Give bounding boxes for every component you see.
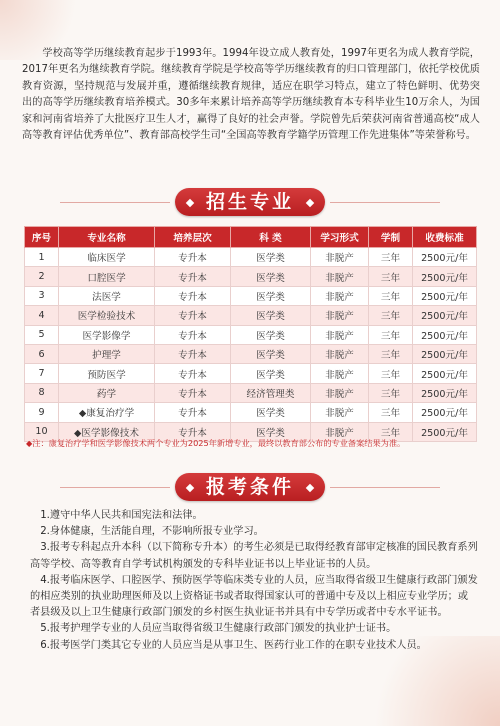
table-cell: 专升本 xyxy=(155,344,231,363)
table-cell: 三年 xyxy=(369,403,413,422)
table-cell: 2500元/年 xyxy=(413,383,477,402)
table-cell: 2500元/年 xyxy=(413,306,477,325)
table-cell: 2500元/年 xyxy=(413,344,477,363)
table-cell: 医学类 xyxy=(231,248,311,267)
table-cell: 专升本 xyxy=(155,267,231,286)
table-cell: 三年 xyxy=(369,306,413,325)
table-row xyxy=(25,248,477,267)
divider-right-2 xyxy=(330,487,440,488)
conditions-section-title: 报考条件 xyxy=(175,473,325,501)
table-cell: 口腔医学 xyxy=(59,267,155,286)
table-cell: 医学类 xyxy=(231,267,311,286)
table-cell: 非脱产 xyxy=(311,267,369,286)
table-row xyxy=(25,383,477,402)
table-cell: 三年 xyxy=(369,344,413,363)
table-cell: 三年 xyxy=(369,383,413,402)
table-cell: 3 xyxy=(25,286,59,305)
table-cell: ◆医学影像技术 xyxy=(59,422,155,441)
table-cell: 2500元/年 xyxy=(413,286,477,305)
divider-right xyxy=(330,202,440,203)
table-cell: 2 xyxy=(25,267,59,286)
table-row xyxy=(25,344,477,363)
condition-item: 2.身体健康，生活能自理，不影响所报专业学习。 xyxy=(40,526,264,538)
table-cell: 6 xyxy=(25,344,59,363)
condition-item: 5.报考护理学专业的人员应当取得省级卫生健康行政部门颁发的执业护士证书。 xyxy=(40,623,397,635)
header-study-mode: 学习形式 xyxy=(311,227,369,248)
table-cell: 非脱产 xyxy=(311,325,369,344)
table-cell: 非脱产 xyxy=(311,422,369,441)
majors-note: ◆注：康复治疗学和医学影像技术两个专业为2025年新增专业，最终以教育部公布的专业备案结果为准。 xyxy=(26,438,406,448)
table-cell: 8 xyxy=(25,383,59,402)
table-cell: 医学检验技术 xyxy=(59,306,155,325)
condition-item: 1.遵守中华人民共和国宪法和法律。 xyxy=(40,510,203,521)
table-cell: 2500元/年 xyxy=(413,248,477,267)
table-cell: 2500元/年 xyxy=(413,267,477,286)
table-row xyxy=(25,286,477,305)
table-cell: 2500元/年 xyxy=(413,325,477,344)
table-row xyxy=(25,364,477,383)
header-fee: 收费标准 xyxy=(413,227,477,248)
table-cell: 10 xyxy=(25,422,59,441)
condition-item: 3.报考专科起点升本科（以下简称专升本）的考生必须是已取得经教育部审定核准的国民教育系列高等学校、高等教育自学考试机构颁发的专科毕业证书以上毕业证书的人员。 xyxy=(30,542,478,570)
table-cell: 法医学 xyxy=(59,286,155,305)
table-cell: 7 xyxy=(25,364,59,383)
table-cell: 医学类 xyxy=(231,364,311,383)
table-cell: 医学类 xyxy=(231,422,311,441)
divider-left-2 xyxy=(60,487,170,488)
table-cell: 2500元/年 xyxy=(413,422,477,441)
table-cell: 非脱产 xyxy=(311,383,369,402)
table-cell: 专升本 xyxy=(155,325,231,344)
table-cell: 非脱产 xyxy=(311,364,369,383)
table-cell: 专升本 xyxy=(155,364,231,383)
table-cell: 临床医学 xyxy=(59,248,155,267)
table-cell: 非脱产 xyxy=(311,403,369,422)
divider-left xyxy=(60,202,170,203)
table-cell: 医学类 xyxy=(231,403,311,422)
table-cell: 非脱产 xyxy=(311,344,369,363)
majors-table xyxy=(24,226,477,442)
table-cell: 护理学 xyxy=(59,344,155,363)
condition-item: 4.报考临床医学、口腔医学、预防医学等临床类专业的人员，应当取得省级卫生健康行政部门颁发的相应类别的执业助理医师及以上资格证书或者取得国家认可的普通中专及以上相应专业学历；或者县级及以上卫生健康行政部门颁发的乡村医生执业证书并具有中专学历或者中专水平证书。 xyxy=(30,574,478,619)
table-cell: 专升本 xyxy=(155,403,231,422)
condition-item: 6.报考医学门类其它专业的人员应当是从事卫生、医药行业工作的在职专业技术人员。 xyxy=(40,639,427,651)
table-cell: 医学类 xyxy=(231,306,311,325)
header-duration: 学制 xyxy=(369,227,413,248)
table-cell: 专升本 xyxy=(155,306,231,325)
table-cell: 专升本 xyxy=(155,286,231,305)
table-cell: 2500元/年 xyxy=(413,403,477,422)
table-cell: 非脱产 xyxy=(311,286,369,305)
table-cell: 三年 xyxy=(369,286,413,305)
table-cell: 9 xyxy=(25,403,59,422)
table-row xyxy=(25,325,477,344)
table-cell: 非脱产 xyxy=(311,306,369,325)
table-cell: 三年 xyxy=(369,364,413,383)
table-cell: 4 xyxy=(25,306,59,325)
table-cell: 经济管理类 xyxy=(231,383,311,402)
table-cell: 专升本 xyxy=(155,422,231,441)
table-cell: 药学 xyxy=(59,383,155,402)
table-cell: 医学类 xyxy=(231,344,311,363)
table-cell: ◆康复治疗学 xyxy=(59,403,155,422)
header-index: 序号 xyxy=(25,227,59,248)
conditions-list xyxy=(30,508,478,654)
table-row xyxy=(25,267,477,286)
table-cell: 三年 xyxy=(369,422,413,441)
header-category: 科 类 xyxy=(231,227,311,248)
table-cell: 医学类 xyxy=(231,286,311,305)
table-row xyxy=(25,306,477,325)
table-cell: 专升本 xyxy=(155,383,231,402)
table-cell: 1 xyxy=(25,248,59,267)
table-cell: 2500元/年 xyxy=(413,364,477,383)
table-cell: 预防医学 xyxy=(59,364,155,383)
table-row xyxy=(25,403,477,422)
table-cell: 5 xyxy=(25,325,59,344)
table-cell: 医学影像学 xyxy=(59,325,155,344)
table-header-row xyxy=(25,227,477,248)
table-cell: 非脱产 xyxy=(311,248,369,267)
table-cell: 专升本 xyxy=(155,248,231,267)
table-cell: 三年 xyxy=(369,267,413,286)
intro-paragraph: 学校高等学历继续教育起步于1993年。1994年设立成人教育处，1997年更名为成人教育学院，2017年更名为继续教育学院。继续教育学院是学校高等学历继续教育的归口管理部门，依托学校优质教育资源，坚持规范与发展并重，遵循继续教育规律，适应在职学习特点，建立了特色鲜明、优势突出的高等学历继续教育培养模式。30多年来累计培养高等学历继续教育本专科毕业生10万余人，为国家和河南省培养了大批医疗卫生人才，赢得了良好的社会声誉。学院曾先后荣获河南省普通高校“成人高等教育评估优秀单位”、教育部高校学生司“全国高等教育学籍学历管理工作先进集体”等荣誉称号。 xyxy=(22,48,480,142)
header-major-name: 专业名称 xyxy=(59,227,155,248)
majors-section-title: 招生专业 xyxy=(175,188,325,216)
header-level: 培养层次 xyxy=(155,227,231,248)
table-cell: 三年 xyxy=(369,325,413,344)
table-cell: 医学类 xyxy=(231,325,311,344)
table-cell: 三年 xyxy=(369,248,413,267)
